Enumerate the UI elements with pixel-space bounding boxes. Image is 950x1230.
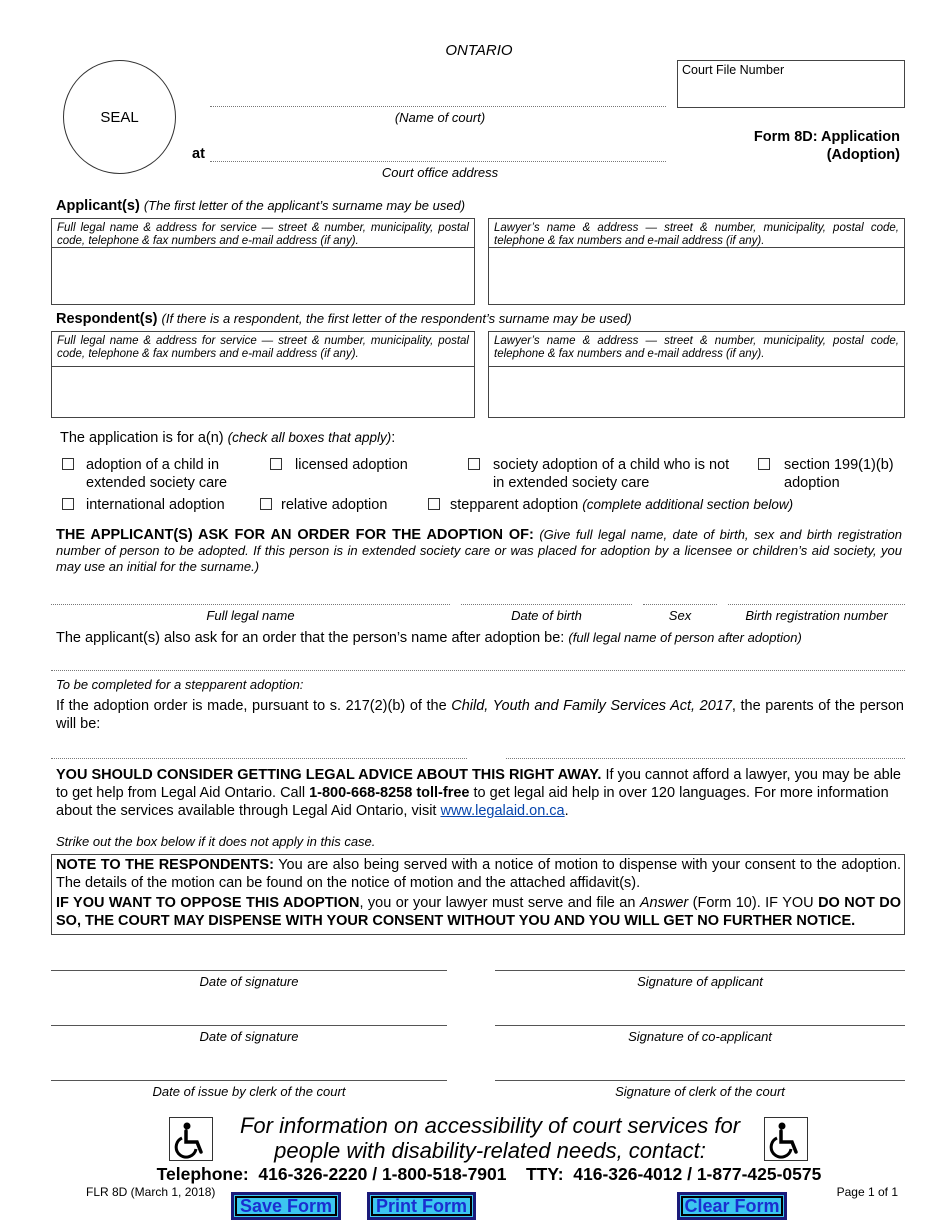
date-of-issue-caption: Date of issue by clerk of the court [152,1084,346,1099]
court-office-caption: Court office address [381,165,499,180]
applicants-label: Applicant(s) [56,198,140,214]
oppose-text1: , you or your lawyer must serve and file an [359,895,636,911]
legal-advice-text1: If you cannot afford a lawyer, you may be able to get help from Legal Aid Ontario. Call [56,767,901,801]
applicant-signature-caption: Signature of applicant [637,974,763,989]
respondent-address-instructions: Full legal name & address for service — street & number, municipality, postal code, telephone & fax numbers and e-mail address (if any). [52,332,474,367]
save-form-button[interactable]: Save Form [231,1192,341,1220]
application-type-intro-text: The application is for a(n) [60,430,224,446]
name-of-court-field[interactable] [210,106,666,107]
name-after-adoption-field[interactable] [51,670,905,671]
seal-label: SEAL [100,108,139,126]
stepparent-text-after: , the parents of the person will be: [56,698,904,732]
stepparent-intro: To be completed for a stepparent adoption: [56,677,304,692]
sex-caption: Sex [668,608,692,623]
checkbox-extended-society-care[interactable] [62,458,74,470]
legal-aid-phone: 1-800-668-8258 toll-free [309,785,470,801]
label-licensed-adoption: licensed adoption [295,457,408,473]
name-of-court-caption: (Name of court) [394,110,486,125]
label-extended-society-care: adoption of a child in extended society care [86,457,228,491]
respondents-heading [56,311,632,327]
label-stepparent-adoption [450,496,793,514]
checkbox-section-199[interactable] [758,458,770,470]
date-of-birth-caption: Date of birth [511,608,582,623]
label-society-adoption: society adoption of a child who is not in extended society care [493,457,730,491]
label-relative-adoption: relative adoption [281,497,388,513]
stepparent-option-text: stepparent adoption [450,497,579,513]
birth-registration-field[interactable] [728,604,905,605]
accessibility-phone: Telephone: 416-326-2220 / 1-800-518-7901 TTY: 416-326-4012 / 1-877-425-0575 [156,1164,822,1184]
parent2-field[interactable] [506,758,905,759]
date-of-issue-field[interactable] [51,1080,447,1081]
application-type-intro-colon: : [391,430,396,446]
checkbox-society-adoption[interactable] [468,458,480,470]
oppose-bold: DO NOT DO SO, THE COURT MAY DISPENSE WITH YOUR CONSENT WITHOUT YOU AND YOU WILL GET NO FURTHER NOTICE. [56,895,902,929]
note-heading: NOTE TO THE RESPONDENTS: [56,857,274,873]
respondent-lawyer-instructions: Lawyer’s name & address — street & number, municipality, postal code, telephone & fax numbers and e-mail address (if any). [489,332,904,367]
clear-form-button[interactable]: Clear Form [677,1192,787,1220]
full-legal-name-field[interactable] [51,604,450,605]
applicant-address-box[interactable] [51,218,475,305]
court-file-number-field[interactable] [677,60,905,108]
note-to-respondents-text [56,856,901,892]
name-after-text: The applicant(s) also ask for an order that the person’s name after adoption be: [56,630,565,646]
note-to-respondents-box [51,854,905,935]
respondents-note: (If there is a respondent, the first letter of the respondent’s surname may be used) [161,311,632,326]
clerk-signature-caption: Signature of clerk of the court [615,1084,785,1099]
court-office-address-field[interactable] [210,161,666,162]
respondents-label: Respondent(s) [56,311,158,327]
note-text: You are also being served with a notice of motion to dispense with your consent to the adoption. The details of the motion can be found on the notice of motion and the attached affidavit(s). [56,857,901,891]
date-of-signature-caption: Date of signature [199,974,299,989]
court-seal [63,60,176,174]
name-after-adoption-text [56,629,802,647]
accessibility-line2: people with disability-related needs, contact: [274,1138,706,1163]
legal-advice-text2: to get legal aid help in over 120 languages. For more information about the services available through Legal Aid Ontario, visit [56,785,889,819]
sex-field[interactable] [643,604,717,605]
answer-form-name: Answer [639,895,689,911]
name-after-note: (full legal name of person after adoption) [568,630,802,645]
wheelchair-icon [764,1117,808,1161]
form-title-line2: (Adoption) [826,147,900,163]
form-title-line1: Form 8D: Application [753,129,900,145]
page-number: Page 1 of 1 [836,1185,898,1199]
full-legal-name-caption: Full legal name [206,608,295,623]
date-of-signature-2-field[interactable] [51,1025,447,1026]
form-title [754,128,900,164]
application-type-intro [60,430,395,446]
applicant-address-instructions: Full legal name & address for service — street & number, municipality, postal code, telephone & fax numbers and e-mail address (if any). [52,219,474,248]
checkbox-international-adoption[interactable] [62,498,74,510]
oppose-text [56,894,901,930]
legal-advice-period: . [564,803,569,819]
checkbox-relative-adoption[interactable] [260,498,272,510]
at-label: at [192,146,205,162]
applicant-signature-field[interactable] [495,970,905,971]
applicants-note: (The first letter of the applicant’s surname may be used) [143,198,466,213]
label-international-adoption: international adoption [86,497,225,513]
co-applicant-signature-field[interactable] [495,1025,905,1026]
court-file-number-label: Court File Number [682,63,785,77]
order-instructions: (Give full legal name, date of birth, sex and birth registration number of person to be adopted. If this person is in extended society care or was placed for adoption by a licensee or children’s aid society, you may use an initial for the surname.) [56,527,902,574]
province-heading: ONTARIO [445,42,513,59]
order-heading-block [56,527,902,575]
date-of-signature-2-caption: Date of signature [199,1029,299,1044]
print-form-button[interactable]: Print Form [367,1192,476,1220]
checkbox-licensed-adoption[interactable] [270,458,282,470]
applicant-lawyer-instructions: Lawyer’s name & address — street & number, municipality, postal code, telephone & fax numbers and e-mail address (if any). [489,219,904,248]
stepparent-option-note: (complete additional section below) [582,497,794,512]
parent1-field[interactable] [51,758,467,759]
stepparent-text-before: If the adoption order is made, pursuant to s. 217(2)(b) of the [56,698,447,714]
oppose-text2: (Form 10). IF YOU [692,895,814,911]
legal-aid-link[interactable]: www.legalaid.on.ca [440,803,565,819]
respondent-lawyer-box[interactable] [488,331,905,418]
checkbox-stepparent-adoption[interactable] [428,498,440,510]
applicants-heading [56,198,465,214]
clerk-signature-field[interactable] [495,1080,905,1081]
wheelchair-icon [169,1117,213,1161]
co-applicant-signature-caption: Signature of co-applicant [628,1029,772,1044]
respondent-address-box[interactable] [51,331,475,418]
strike-out-note: Strike out the box below if it does not apply in this case. [56,834,376,849]
birth-registration-caption: Birth registration number [745,608,888,623]
form-code: FLR 8D (March 1, 2018) [86,1185,216,1199]
label-section-199: section 199(1)(b) adoption [784,457,894,491]
accessibility-line1: For information on accessibility of court services for [239,1113,741,1138]
order-heading: THE APPLICANT(S) ASK FOR AN ORDER FOR THE ADOPTION OF: [56,527,534,543]
accessibility-info [215,1113,765,1163]
applicant-lawyer-box[interactable] [488,218,905,305]
date-of-birth-field[interactable] [461,604,632,605]
legal-advice-block [56,766,906,820]
legal-advice-heading: YOU SHOULD CONSIDER GETTING LEGAL ADVICE ABOUT THIS RIGHT AWAY. [56,767,602,783]
oppose-heading: IF YOU WANT TO OPPOSE THIS ADOPTION [56,895,360,911]
date-of-signature-field[interactable] [51,970,447,971]
stepparent-act-name: Child, Youth and Family Services Act, 2017 [451,698,732,714]
application-type-intro-note: (check all boxes that apply) [227,430,392,445]
stepparent-text [56,697,904,733]
